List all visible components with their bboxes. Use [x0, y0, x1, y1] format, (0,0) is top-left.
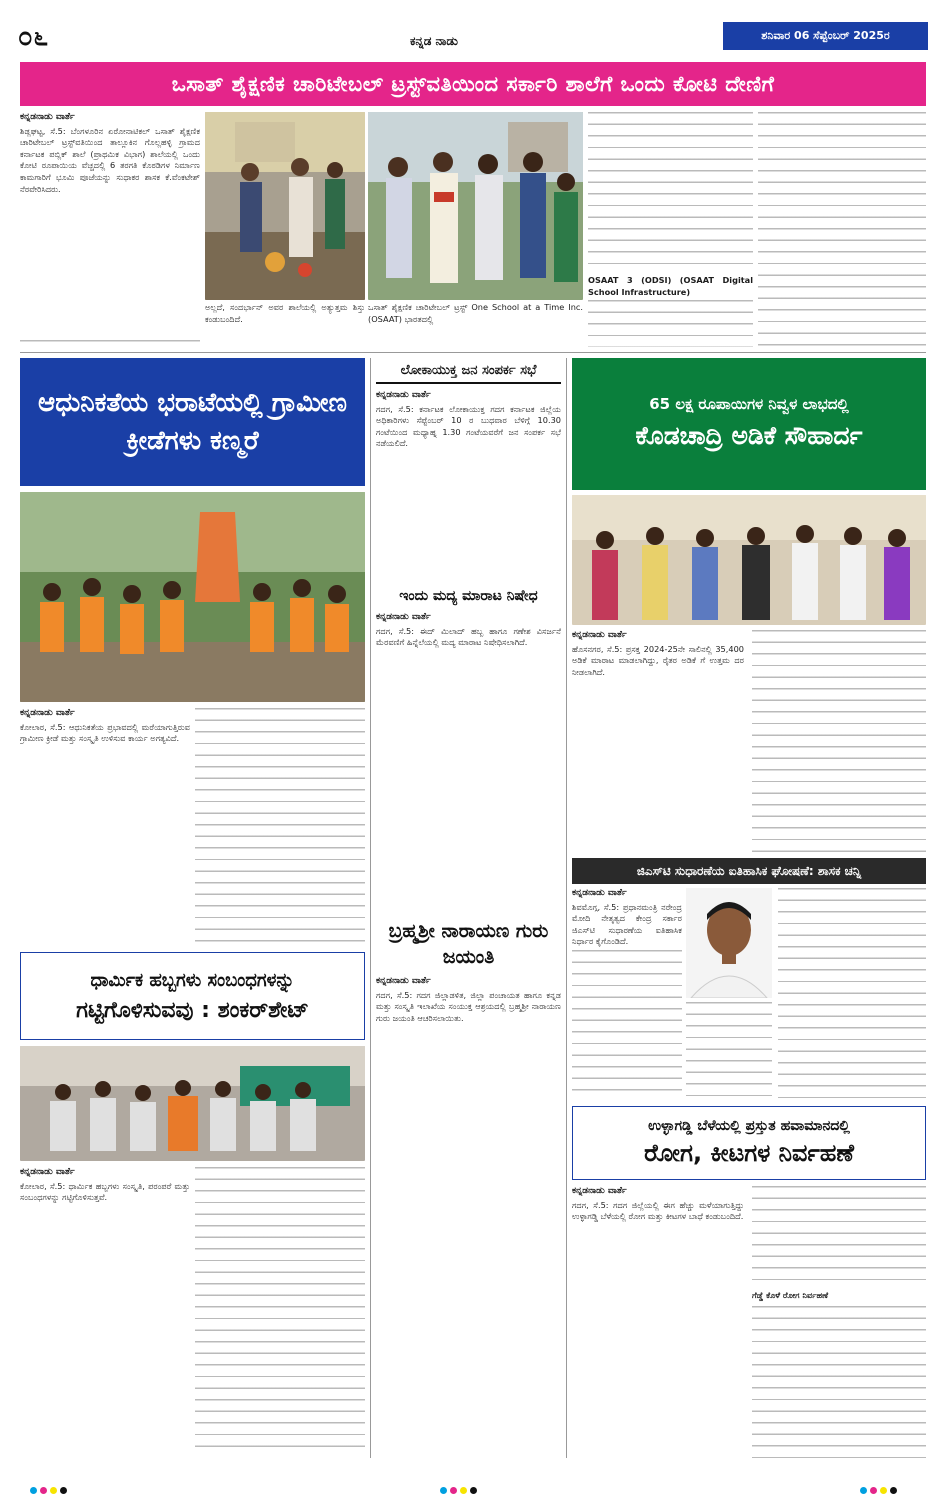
top-story-photo-ceremony — [205, 112, 365, 300]
mla-portrait — [686, 888, 772, 998]
page-number: ೦೬ — [18, 22, 50, 52]
kodachadri-col-2 — [752, 630, 926, 855]
liquor-ban-lead: ಗದಗ, ಸೆ.5: ಈದ್ ಮಿಲಾದ್ ಹಬ್ಬ ಹಾಗೂ ಗಣೇಶ ವಿಸರ್ಜನೆ ಮೆರವಣಿಗೆ ಹಿನ್ನೆಲೆಯಲ್ಲಿ ಮದ್ಯ ಮಾರಾಟ ನಿಷೇಧಿಸಲಾಗಿದೆ. — [376, 625, 561, 648]
registration-marks-center — [440, 1487, 477, 1497]
kodachadri-col-1 — [572, 630, 744, 855]
festival-photo — [20, 1046, 365, 1161]
column-rule — [370, 358, 371, 1458]
crop-disease-lead: ಗದಗ, ಸೆ.5: ಗದಗ ಜಿಲ್ಲೆಯಲ್ಲಿ ಈಗ ಹೆಚ್ಚು ಮಳೆಯಾಗುತ್ತಿದ್ದು ಉಳ್ಳಾಗಡ್ಡಿ ಬೆಳೆಯಲ್ಲಿ ರೋಗ ಮತ್ತು ಕೀಟಗಳ ಬಾಧೆ ಕಂಡುಬಂದಿದೆ. — [572, 1199, 744, 1222]
lokayukta-byline: ಕನ್ನಡನಾಡು ವಾರ್ತೆ — [376, 390, 431, 400]
gst-headline: ಜಿಎಸ್‌ಟಿ ಸುಧಾರಣೆಯ ಐತಿಹಾಸಿಕ ಘೋಷಣೆ: ಶಾಸಕ ಚನ್ನಿ — [572, 858, 926, 884]
crop-disease-headline: ಉಳ್ಳಾಗಡ್ಡಿ ಬೆಳೆಯಲ್ಲಿ ಪ್ರಸ್ತುತ ಹವಾಮಾನದಲ್ಲಿ ರೋಗ, ಕೀಟಗಳ ನಿರ್ವಹಣೆ — [572, 1106, 926, 1180]
gst-col-1b — [686, 1002, 772, 1100]
liquor-ban-byline: ಕನ್ನಡನಾಡು ವಾರ್ತೆ — [376, 612, 431, 622]
narayana-guru-byline: ಕನ್ನಡನಾಡು ವಾರ್ತೆ — [376, 976, 431, 986]
crop-disease-col-2b — [752, 1306, 926, 1458]
narayana-guru-headline: ಬ್ರಹ್ಮಶ್ರೀ ನಾರಾಯಣ ಗುರು ಜಯಂತಿ — [388, 920, 549, 968]
kodachadri-headline: 65 ಲಕ್ಷ ರೂಪಾಯಿಗಳ ನಿವ್ವಳ ಲಾಭದಲ್ಲಿ ಕೊಡಚಾದ್ರಿ ಅಡಿಕೆ ಸೌಹಾರ್ದ — [572, 358, 926, 490]
registration-marks-left — [30, 1487, 67, 1497]
lokayukta-headline: ಲೋಕಾಯುಕ್ತ ಜನ ಸಂಪರ್ಕ ಸಭೆ — [376, 358, 561, 384]
lokayukta-body — [376, 390, 561, 580]
gst-byline: ಕನ್ನಡನಾಡು ವಾರ್ತೆ — [572, 888, 627, 898]
rural-sports-lead: ಕೋಲಾರ, ಸೆ.5: ಆಧುನಿಕತೆಯ ಪ್ರಭಾವದಲ್ಲಿ ಮರೆಯಾಗುತ್ತಿರುವ ಗ್ರಾಮೀಣ ಕ್ರೀಡೆ ಮತ್ತು ಸಂಸ್ಕೃತಿ ಉಳಿಸುವ ಕಾರ್ಯ ಅಗತ್ಯವಿದೆ. — [20, 721, 190, 744]
festival-byline: ಕನ್ನಡನಾಡು ವಾರ್ತೆ — [20, 1167, 75, 1177]
kodachadri-photo — [572, 495, 926, 625]
top-story-col-1 — [20, 112, 200, 337]
top-story-photo-caption-right: ಒಸಾತ್ ಶೈಕ್ಷಣಿಕ ಚಾರಿಟೇಬಲ್ ಟ್ರಸ್ಟ್ One School at a Time Inc. (OSAAT) ಭಾರತದಲ್ಲಿ — [368, 302, 583, 324]
top-story-col-4 — [758, 112, 926, 347]
top-story-headline: ಒಸಾತ್ ಶೈಕ್ಷಣಿಕ ಚಾರಿಟೇಬಲ್ ಟ್ರಸ್ಟ್‌ವತಿಯಿಂದ ಸರ್ಕಾರಿ ಶಾಲೆಗೆ ಒಂದು ಕೋಟಿ ದೇಣಿಗೆ — [171, 71, 775, 96]
rural-sports-photo — [20, 492, 365, 702]
gst-col-2 — [778, 888, 926, 1100]
narayana-guru-lead: ಗದಗ, ಸೆ.5: ಗದಗ ಜಿಲ್ಲಾಡಳಿತ, ಜಿಲ್ಲಾ ಪಂಚಾಯತ ಹಾಗೂ ಕನ್ನಡ ಮತ್ತು ಸಂಸ್ಕೃತಿ ಇಲಾಖೆಯ ಸಂಯುಕ್ತ ಆಶ್ರಯದಲ್ಲಿ ಬ್ರಹ್ಮಶ್ರೀ ನಾರಾಯಣ ಗುರು ಜಯಂತಿ ಆಚರಿಸಲಾಯಿತು. — [376, 989, 561, 1023]
festival-headline: ಧಾರ್ಮಿಕ ಹಬ್ಬಗಳು ಸಂಬಂಧಗಳನ್ನು ಗಟ್ಟಿಗೊಳಿಸುವವು : ಶಂಕರ್‌ಶೇಟ್ — [20, 952, 365, 1040]
issue-date: ಶನಿವಾರ 06 ಸೆಪ್ಟೆಂಬರ್ 2025ರ — [723, 22, 928, 50]
top-story-headline-banner — [20, 62, 926, 106]
section-divider — [20, 352, 926, 353]
gst-col-1 — [572, 950, 682, 1100]
rural-sports-col-2 — [195, 708, 365, 948]
top-story-col-1-rest — [20, 340, 200, 350]
top-story-photo-guests — [368, 112, 583, 300]
top-story-lead: ಶಿಡ್ಲಘಟ್ಟ, ಸೆ.5: ಬೆಂಗಳೂರಿನ ಏರೋನಾಟಿಕಲ್ ಒಸಾತ್ ಶೈಕ್ಷಣಿಕ ಚಾರಿಟೇಬಲ್ ಟ್ರಸ್ಟ್‌ವತಿಯಿಂದ ತಾಲ್ಲೂಕಿನ ಗೊಲ್ಲಹಳ್ಳಿ ಗ್ರಾಮದ ಕರ್ನಾಟಕ ಪಬ್ಲಿಕ್ ಶಾಲೆ (ಪ್ರಾಥಮಿಕ ವಿಭಾಗ) ಶಾಲೆಯಲ್ಲಿ ಒಂದು ಕೋಟಿ ರೂಪಾಯಿಯ ವೆಚ್ಚದಲ್ಲಿ 6 ತರಗತಿ ಕೊಠಡಿಗಳ ನಿರ್ಮಾಣ ಕಾಮಗಾರಿಗೆ ಭೂಮಿ ಪೂಜೆಯನ್ನು ಸುಧಾಕರ ಶಾಸಕ ಕೆ.ವೆಂಕಟೇಶ್ ನೆರವೇರಿಸಿದರು. — [20, 125, 200, 194]
liquor-ban-body — [376, 612, 561, 912]
narayana-guru-body — [376, 976, 561, 1456]
festival-lead: ಕೋಲಾರ, ಸೆ.5: ಧಾರ್ಮಿಕ ಹಬ್ಬಗಳು ಸಂಸ್ಕೃತಿ, ಪರಂಪರೆ ಮತ್ತು ಸಂಬಂಧಗಳನ್ನು ಗಟ್ಟಿಗೊಳಿಸುತ್ತವೆ. — [20, 1180, 190, 1203]
column-rule — [566, 358, 567, 1458]
rural-sports-headline: ಆಧುನಿಕತೆಯ ಭರಾಟೆಯಲ್ಲಿ ಗ್ರಾಮೀಣ ಕ್ರೀಡೆಗಳು ಕಣ್ಮರೆ — [20, 358, 365, 486]
paper-name: ಕನ್ನಡ ನಾಡು — [410, 34, 458, 48]
top-story-col-3-rest — [588, 300, 753, 347]
rural-sports-col-1 — [20, 708, 190, 948]
crop-disease-col-2 — [752, 1186, 926, 1286]
liquor-ban-headline: ಇಂದು ಮದ್ಯ ಮಾರಾಟ ನಿಷೇಧ — [399, 588, 538, 604]
festival-col-1 — [20, 1167, 190, 1457]
crop-disease-col-1 — [572, 1186, 744, 1458]
crop-disease-byline: ಕನ್ನಡನಾಡು ವಾರ್ತೆ — [572, 1186, 627, 1196]
masthead — [18, 22, 928, 60]
top-story-osaat-note: OSAAT 3 (ODSI) (OSAAT Digital School Infrastructure) — [588, 275, 753, 297]
rural-sports-byline: ಕನ್ನಡನಾಡು ವಾರ್ತೆ — [20, 708, 75, 718]
kodachadri-lead: ಹೊಸನಗರ, ಸೆ.5: ಪ್ರಸಕ್ತ 2024-25ನೇ ಸಾಲಿನಲ್ಲಿ 35,400 ಅಡಿಕೆ ಮಾರಾಟ ಮಾಡಲಾಗಿದ್ದು, ರೈತರ ಅಡಿಕೆ ಗೆ ಉತ್ತಮ ದರ ನೀಡಲಾಗಿದೆ. — [572, 643, 744, 677]
top-story-byline: ಕನ್ನಡನಾಡು ವಾರ್ತೆ — [20, 112, 75, 122]
gst-lead: ಶಿವಮೊಗ್ಗ, ಸೆ.5: ಪ್ರಧಾನಮಂತ್ರಿ ನರೇಂದ್ರ ಮೋದಿ ನೇತೃತ್ವದ ಕೇಂದ್ರ ಸರ್ಕಾರ ಜಿಎಸ್‌ಟಿ ಸುಧಾರಣೆಯ ಐತಿಹಾಸಿಕ ನಿರ್ಧಾರ ಕೈಗೊಂಡಿದೆ. — [572, 901, 682, 947]
crop-disease-note: ಗೆಡ್ಡೆ ಕೊಳೆ ರೋಗ ನಿರ್ವಹಣೆ — [752, 1290, 829, 1300]
festival-col-2 — [195, 1167, 365, 1457]
top-story-photo-caption-left: ಅಲ್ಲದೆ, ಸಂದರ್ಭಾನ್ ಅವರ ಶಾಲೆಯಲ್ಲಿ ಅತ್ಯುತ್ತಮ ಶಿಸ್ತು ಕಂಡುಬಂದಿದೆ. — [205, 302, 365, 324]
kodachadri-byline: ಕನ್ನಡನಾಡು ವಾರ್ತೆ — [572, 630, 627, 640]
gst-col-1-top — [572, 888, 682, 948]
registration-marks-right — [860, 1487, 897, 1497]
lokayukta-lead: ಗದಗ, ಸೆ.5: ಕರ್ನಾಟಕ ಲೋಕಾಯುಕ್ತ ಗದಗ ಕರ್ನಾಟಕ ಜಿಲ್ಲೆಯ ಅಧಿಕಾರಿಗಳು ಸೆಪ್ಟೆಂಬರ್ 10 ರ ಬುಧವಾರ ಬೆಳಿಗ್ಗೆ 10.30 ಗಂಟೆಯಿಂದ ಮಧ್ಯಾಹ್ನ 1.30 ಗಂಟೆಯವರೆಗೆ ಜನ ಸಂಪರ್ಕ ಸಭೆ ನಡೆಯಲಿದೆ. — [376, 403, 561, 449]
top-story-col-3 — [588, 112, 753, 272]
